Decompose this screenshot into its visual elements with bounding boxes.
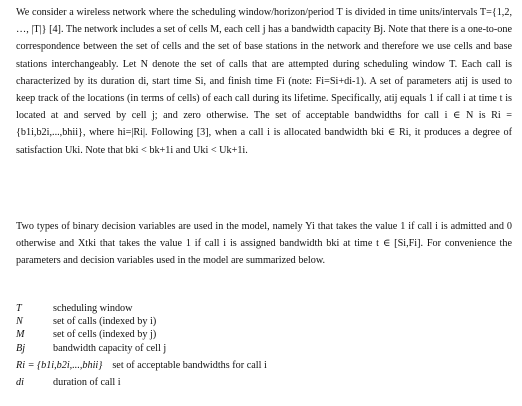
notation-symbol: Bj bbox=[16, 342, 26, 354]
paragraph-network-model: We consider a wireless network where the scheduling window/horizon/period T is divided in time units/intervals T={1,2, …, |T|} [4]. The network includes a set of cells M, each cell j has a bandwidth capacity Bj. Note that there is a one-to-one correspondence between the set of cells and the set of base stations in the network and therefore we use cells and base stations interchangeably. Let N denote the set of calls that are attempted during scheduling window T. Each call is characterized by its duration di, start time Si, and finish time Fi (note: Fi=Si+di-1). A set of parameters atij is used to keep track of the locations (in terms of cells) of each call during its lifetime. Specifically, atij equals 1 if call i at time t is located at and served by cell j; and zero otherwise. The set of acceptable bandwidths for call i ∈ N is Ri = {b1i,b2i,...,bhii}, where hi=|Ri|. Following [3], when a call i is allocated bandwidth bki ∈ Ri, it produces a degree of satisfaction Uki. Note that bki < bk+1i and Uki < Uk+1i. bbox=[16, 7, 512, 156]
notation-symbol: T bbox=[16, 303, 22, 314]
paragraph-decision-variables: Two types of binary decision variables are used in the model, namely Yi that takes the value 1 if call i is admitted and 0 otherwise and Xtki that takes the value 1 if call i is assigned bandwidth bki at time t ∈ [Si,Fi]. For convenience the parameters and decision variables used in the model are summarized below. bbox=[16, 221, 512, 267]
notation-symbol: N bbox=[16, 316, 23, 328]
notation-description: set of cells (indexed by j) bbox=[53, 329, 157, 341]
notation-symbol: M bbox=[16, 329, 25, 341]
notation-symbol: Ri = {b1i,b2i,...,bhii} bbox=[16, 359, 103, 371]
notation-item bbox=[16, 302, 512, 315]
notation-item bbox=[16, 376, 512, 389]
notation-list bbox=[16, 302, 512, 389]
notation-item bbox=[16, 355, 512, 376]
notation-item bbox=[16, 328, 512, 341]
notation-description: bandwidth capacity of cell j bbox=[53, 342, 167, 354]
notation-symbol: di bbox=[16, 376, 24, 388]
notation-description: set of calls (indexed by i) bbox=[53, 316, 157, 328]
notation-description: duration of call i bbox=[53, 376, 121, 388]
notation-item bbox=[16, 342, 512, 355]
notation-description: set of acceptable bandwidths for call i bbox=[112, 359, 267, 371]
notation-item bbox=[16, 315, 512, 328]
notation-description: scheduling window bbox=[53, 303, 133, 314]
